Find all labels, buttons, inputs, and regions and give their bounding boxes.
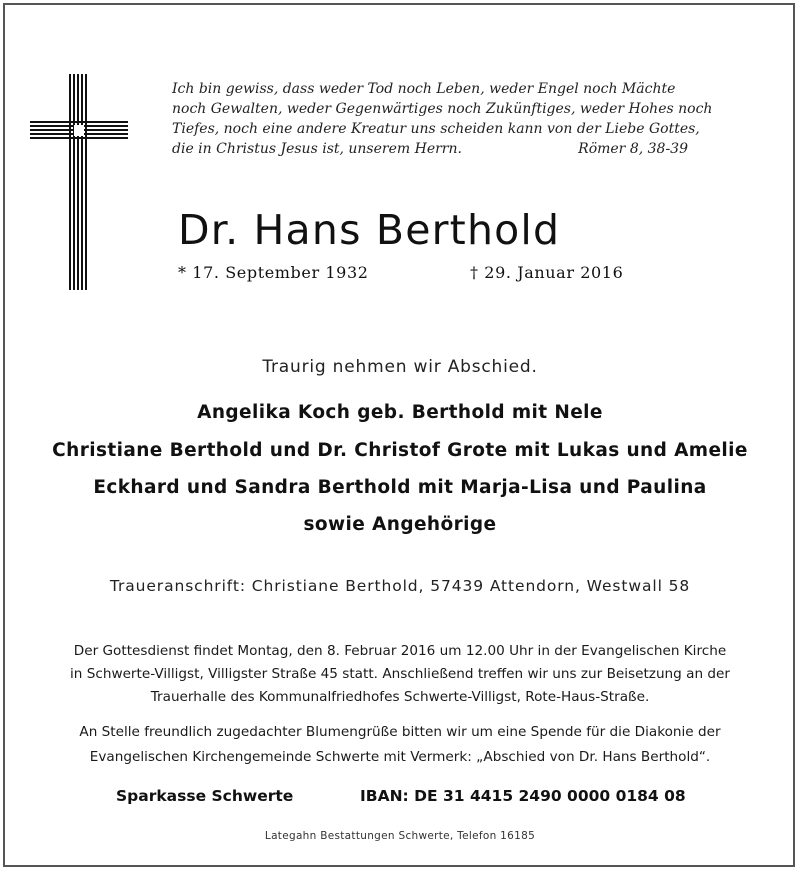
death-date: † 29. Januar 2016 <box>470 263 624 282</box>
donation-line: An Stelle freundlich zugedachter Blumengrüße bitten wir um eine Spende für die Diakonie der <box>79 724 721 740</box>
donation-line: Evangelischen Kirchengemeinde Schwerte mit Vermerk: „Abschied von Dr. Hans Berthold“. <box>89 749 711 765</box>
quote-line: die in Christus Jesus ist, unserem Herrn. <box>172 141 462 157</box>
quote-line: noch Gewalten, weder Gegenwärtiges noch Zukünftiges, weder Hohes noch <box>172 101 713 117</box>
deceased-name: Dr. Hans Berthold <box>178 206 561 254</box>
mourner-line: Eckhard und Sandra Berthold mit Marja-Lisa und Paulina <box>93 477 707 498</box>
cross-icon <box>30 74 128 290</box>
donation-paragraph <box>0 720 800 770</box>
service-line: Der Gottesdienst findet Montag, den 8. Februar 2016 um 12.00 Uhr in der Evangelischen Kirche <box>73 643 727 659</box>
bible-quote <box>172 79 713 159</box>
service-line: Trauerhalle des Kommunalfriedhofes Schwerte-Villigst, Rote-Haus-Straße. <box>150 689 650 705</box>
quote-reference: Römer 8, 38-39 <box>578 141 688 157</box>
service-line: in Schwerte-Villigst, Villigster Straße 45 statt. Anschließend treffen wir uns zur Beisetzung an der <box>70 666 730 682</box>
mourner-line: Angelika Koch geb. Berthold mit Nele <box>197 402 603 423</box>
farewell-text: Traurig nehmen wir Abschied. <box>262 357 538 377</box>
service-paragraph <box>0 640 800 709</box>
bank-iban: IBAN: DE 31 4415 2490 0000 0184 08 <box>360 787 686 805</box>
birth-date: * 17. September 1932 <box>178 263 369 282</box>
mourner-line: Christiane Berthold und Dr. Christof Grote mit Lukas und Amelie <box>52 440 748 461</box>
bank-name: Sparkasse Schwerte <box>116 787 294 805</box>
quote-line: Ich bin gewiss, dass weder Tod noch Leben, weder Engel noch Mächte <box>172 81 676 97</box>
mourner-line: sowie Angehörige <box>303 514 497 535</box>
mourning-address: Traueranschrift: Christiane Berthold, 57439 Attendorn, Westwall 58 <box>109 577 691 595</box>
quote-line: Tiefes, noch eine andere Kreatur uns scheiden kann von der Liebe Gottes, <box>172 121 700 137</box>
funeral-home-footer: Lategahn Bestattungen Schwerte, Telefon 16185 <box>264 830 536 842</box>
